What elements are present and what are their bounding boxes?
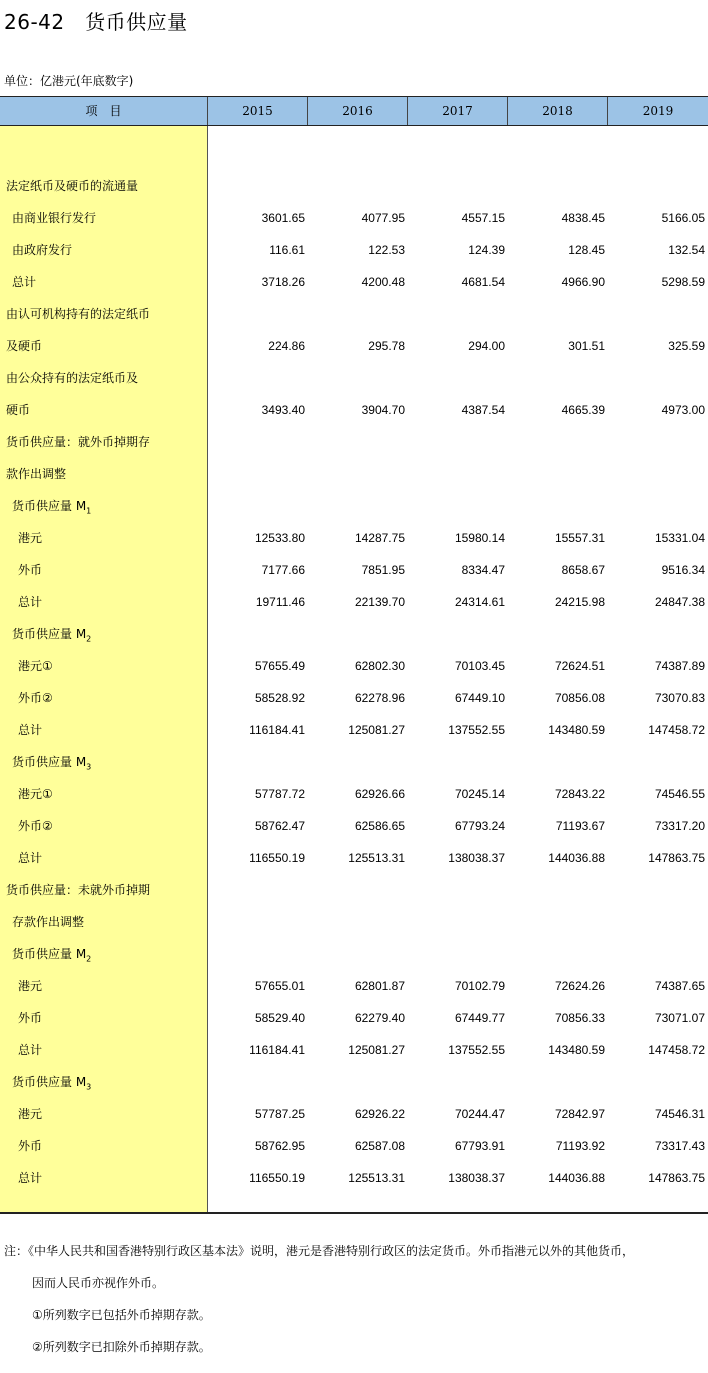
table-cell: 301.51 xyxy=(568,339,605,353)
table-cell: 70244.47 xyxy=(454,1107,505,1121)
table-row xyxy=(0,746,708,778)
row-label xyxy=(18,1002,218,1034)
table-cell: 144036.88 xyxy=(548,1171,605,1185)
table-row xyxy=(0,810,708,842)
row-label-text: 款作出调整 xyxy=(6,467,67,481)
row-label-text: 由公众持有的法定纸币及 xyxy=(6,371,139,385)
table-row xyxy=(0,490,708,522)
row-label xyxy=(12,906,212,938)
header-item: 项 目 xyxy=(85,104,122,118)
table-cell: 128.45 xyxy=(568,243,605,257)
table-cell: 4200.48 xyxy=(361,275,405,289)
table-row xyxy=(0,778,708,810)
table-cell: 143480.59 xyxy=(548,1043,605,1057)
row-label-text: 外币② xyxy=(18,819,53,833)
table-cell: 57787.72 xyxy=(254,787,305,801)
table-cell: 143480.59 xyxy=(548,723,605,737)
row-label-text: 总计 xyxy=(18,1171,43,1185)
row-label-text: 总计 xyxy=(18,851,43,865)
row-label-subscript: 3 xyxy=(86,1082,92,1092)
table-row xyxy=(0,202,708,234)
table-row xyxy=(0,298,708,330)
table-body xyxy=(0,126,708,1214)
table-row xyxy=(0,1066,708,1098)
table-cell: 3493.40 xyxy=(261,403,305,417)
table-cell: 125081.27 xyxy=(348,723,405,737)
table-cell: 58528.92 xyxy=(254,691,305,705)
table-cell: 70856.08 xyxy=(554,691,605,705)
table-cell: 70103.45 xyxy=(454,659,505,673)
table-cell: 147458.72 xyxy=(648,1043,705,1057)
table-cell: 72624.51 xyxy=(554,659,605,673)
row-label-subscript: 1 xyxy=(86,506,92,516)
row-label xyxy=(18,1130,218,1162)
row-label-text: 由政府发行 xyxy=(12,243,73,257)
row-label-subscript: 2 xyxy=(86,634,92,644)
note-line: ②所列数字已扣除外币掉期存款。 xyxy=(32,1340,211,1354)
table-cell: 62279.40 xyxy=(354,1011,405,1025)
row-label-text: 外币② xyxy=(18,691,53,705)
row-label xyxy=(6,458,206,490)
table-cell: 9516.34 xyxy=(661,563,705,577)
table-row xyxy=(0,1162,708,1194)
header-year: 2019 xyxy=(642,104,674,118)
row-label xyxy=(18,778,218,810)
table-row xyxy=(0,170,708,202)
table-cell: 116184.41 xyxy=(249,723,305,737)
table-cell: 125081.27 xyxy=(348,1043,405,1057)
row-label xyxy=(18,810,218,842)
table-cell: 72624.26 xyxy=(554,979,605,993)
column-divider xyxy=(507,97,508,125)
table-cell: 74387.89 xyxy=(654,659,705,673)
table-row xyxy=(0,682,708,714)
row-label-text: 存款作出调整 xyxy=(12,915,85,929)
table-cell: 4387.54 xyxy=(461,403,505,417)
table-cell: 147863.75 xyxy=(648,851,705,865)
row-label-text: 货币供应量：未就外币掉期 xyxy=(6,883,151,897)
row-label xyxy=(18,1034,218,1066)
table-cell: 4681.54 xyxy=(461,275,505,289)
table-row xyxy=(0,1130,708,1162)
table-cell: 58529.40 xyxy=(254,1011,305,1025)
table-cell: 62926.66 xyxy=(354,787,405,801)
row-label xyxy=(6,170,206,202)
table-cell: 73070.83 xyxy=(654,691,705,705)
table-cell: 22139.70 xyxy=(354,595,405,609)
table-cell: 58762.47 xyxy=(254,819,305,833)
row-label-text: 总计 xyxy=(12,275,37,289)
header-year: 2015 xyxy=(242,104,273,118)
table-cell: 125513.31 xyxy=(348,1171,405,1185)
table-row xyxy=(0,842,708,874)
row-label-text: 总计 xyxy=(18,595,43,609)
table-cell: 67449.77 xyxy=(454,1011,505,1025)
table-row xyxy=(0,906,708,938)
row-label-text: 货币供应量 M xyxy=(12,1075,87,1089)
table-row xyxy=(0,1034,708,1066)
table-cell: 74546.55 xyxy=(654,787,705,801)
table-cell: 70245.14 xyxy=(454,787,505,801)
column-divider xyxy=(407,97,408,125)
table-cell: 74546.31 xyxy=(654,1107,705,1121)
row-label xyxy=(18,714,218,746)
table-cell: 147863.75 xyxy=(648,1171,705,1185)
table-cell: 116184.41 xyxy=(249,1043,305,1057)
row-label-text: 港元 xyxy=(18,531,43,545)
table-cell: 74387.65 xyxy=(654,979,705,993)
table-row xyxy=(0,938,708,970)
row-label-text: 港元① xyxy=(18,787,53,801)
table-cell: 71193.92 xyxy=(555,1139,605,1153)
table-cell: 8658.67 xyxy=(561,563,605,577)
table-cell: 24215.98 xyxy=(554,595,605,609)
table-cell: 5298.59 xyxy=(661,275,705,289)
table-cell: 116550.19 xyxy=(249,1171,305,1185)
table-row xyxy=(0,586,708,618)
row-label xyxy=(6,330,206,362)
note-line: ①所列数字已包括外币掉期存款。 xyxy=(32,1308,211,1322)
table-row xyxy=(0,266,708,298)
row-label-text: 总计 xyxy=(18,723,43,737)
table-cell: 70102.79 xyxy=(454,979,505,993)
table-row xyxy=(0,618,708,650)
table-cell: 5166.05 xyxy=(661,211,705,225)
header-year: 2018 xyxy=(542,104,573,118)
table-cell: 295.78 xyxy=(368,339,405,353)
table-cell: 7177.66 xyxy=(261,563,305,577)
table-cell: 325.59 xyxy=(668,339,705,353)
note-line: 注：《中华人民共和国香港特别行政区基本法》说明，港元是香港特别行政区的法定货币。外币指港元以外的其他货币， xyxy=(4,1244,635,1258)
note-line: 因而人民币亦视作外币。 xyxy=(32,1276,165,1290)
table-cell: 124.39 xyxy=(468,243,505,257)
row-label xyxy=(12,234,212,266)
table-cell: 72842.97 xyxy=(554,1107,605,1121)
row-label xyxy=(12,202,212,234)
table-cell: 116550.19 xyxy=(249,851,305,865)
row-label-text: 法定纸币及硬币的流通量 xyxy=(6,179,139,193)
row-label-text: 由商业银行发行 xyxy=(12,211,97,225)
table-row xyxy=(0,426,708,458)
table-cell: 224.86 xyxy=(268,339,305,353)
table-cell: 137552.55 xyxy=(448,723,505,737)
page-title: 26-42 货币供应量 xyxy=(4,10,188,34)
row-label xyxy=(18,586,218,618)
row-label xyxy=(12,266,212,298)
table-cell: 4077.95 xyxy=(361,211,405,225)
table-cell: 138038.37 xyxy=(448,1171,505,1185)
row-label-text: 港元 xyxy=(18,979,43,993)
row-label-text: 港元 xyxy=(18,1107,43,1121)
row-label-text: 货币供应量 M xyxy=(12,627,87,641)
table-row xyxy=(0,394,708,426)
table-cell: 62926.22 xyxy=(354,1107,405,1121)
row-label xyxy=(18,522,218,554)
table-cell: 122.53 xyxy=(368,243,405,257)
table-cell: 62587.08 xyxy=(354,1139,405,1153)
table-cell: 137552.55 xyxy=(448,1043,505,1057)
table-cell: 294.00 xyxy=(468,339,505,353)
row-label-text: 外币 xyxy=(18,1011,43,1025)
row-label xyxy=(18,682,218,714)
table-row xyxy=(0,362,708,394)
table-cell: 24314.61 xyxy=(454,595,505,609)
row-label-text: 硬币 xyxy=(6,403,31,417)
row-label xyxy=(6,362,206,394)
table-row xyxy=(0,970,708,1002)
table-cell: 3601.65 xyxy=(261,211,305,225)
table-cell: 15557.31 xyxy=(554,531,605,545)
table-cell: 132.54 xyxy=(668,243,705,257)
table-row xyxy=(0,330,708,362)
table-cell: 4966.90 xyxy=(561,275,605,289)
table-cell: 3718.26 xyxy=(261,275,305,289)
row-label xyxy=(18,842,218,874)
table-cell: 58762.95 xyxy=(254,1139,305,1153)
row-label xyxy=(18,650,218,682)
table-row xyxy=(0,1002,708,1034)
row-label-text: 及硬币 xyxy=(6,339,43,353)
table-cell: 57655.49 xyxy=(254,659,305,673)
table-cell: 62802.30 xyxy=(354,659,405,673)
table-cell: 62278.96 xyxy=(354,691,405,705)
row-label-text: 总计 xyxy=(18,1043,43,1057)
table-cell: 72843.22 xyxy=(554,787,605,801)
table-row xyxy=(0,458,708,490)
table-cell: 57655.01 xyxy=(254,979,305,993)
data-table xyxy=(0,96,708,1214)
row-label xyxy=(18,970,218,1002)
table-cell: 147458.72 xyxy=(648,723,705,737)
table-cell: 62586.65 xyxy=(354,819,405,833)
row-label xyxy=(6,298,206,330)
table-cell: 12533.80 xyxy=(254,531,305,545)
row-label xyxy=(6,426,206,458)
table-header xyxy=(0,96,708,126)
row-label-text: 货币供应量 M xyxy=(12,499,87,513)
row-label-text: 港元① xyxy=(18,659,53,673)
table-cell: 67793.24 xyxy=(454,819,505,833)
table-cell: 4557.15 xyxy=(461,211,505,225)
unit-label: 单位：亿港元(年底数字) xyxy=(4,74,134,88)
table-cell: 144036.88 xyxy=(548,851,605,865)
table-row xyxy=(0,714,708,746)
table-cell: 3904.70 xyxy=(361,403,405,417)
table-cell: 73071.07 xyxy=(654,1011,705,1025)
row-label-text: 由认可机构持有的法定纸币 xyxy=(6,307,151,321)
row-label-subscript: 2 xyxy=(86,954,92,964)
table-cell: 116.61 xyxy=(269,243,305,257)
header-year: 2016 xyxy=(342,104,373,118)
table-cell: 7851.95 xyxy=(361,563,405,577)
row-label xyxy=(18,1162,218,1194)
table-cell: 19711.46 xyxy=(255,595,305,609)
table-cell: 67449.10 xyxy=(454,691,505,705)
table-row xyxy=(0,234,708,266)
table-cell: 15980.14 xyxy=(454,531,505,545)
row-label-text: 货币供应量 M xyxy=(12,947,87,961)
table-cell: 15331.04 xyxy=(654,531,705,545)
table-cell: 73317.20 xyxy=(654,819,705,833)
table-row xyxy=(0,1098,708,1130)
table-row xyxy=(0,522,708,554)
table-cell: 70856.33 xyxy=(554,1011,605,1025)
row-label-text: 货币供应量：就外币掉期存 xyxy=(6,435,151,449)
table-cell: 62801.87 xyxy=(354,979,405,993)
table-cell: 4973.00 xyxy=(661,403,705,417)
table-row xyxy=(0,650,708,682)
table-cell: 71193.67 xyxy=(555,819,605,833)
table-cell: 8334.47 xyxy=(461,563,505,577)
row-label-text: 外币 xyxy=(18,563,43,577)
row-label-text: 货币供应量 M xyxy=(12,755,87,769)
row-label xyxy=(6,874,206,906)
column-divider xyxy=(307,97,308,125)
column-divider xyxy=(607,97,608,125)
row-label xyxy=(6,394,206,426)
table-cell: 14287.75 xyxy=(354,531,405,545)
table-cell: 57787.25 xyxy=(254,1107,305,1121)
row-label xyxy=(18,1098,218,1130)
table-cell: 138038.37 xyxy=(448,851,505,865)
table-cell: 24847.38 xyxy=(654,595,705,609)
table-cell: 125513.31 xyxy=(348,851,405,865)
row-label-text: 外币 xyxy=(18,1139,43,1153)
table-row xyxy=(0,874,708,906)
header-year: 2017 xyxy=(442,104,473,118)
table-row xyxy=(0,554,708,586)
row-label xyxy=(18,554,218,586)
column-divider xyxy=(207,97,208,125)
row-label-subscript: 3 xyxy=(86,762,92,772)
table-cell: 4665.39 xyxy=(561,403,605,417)
table-cell: 73317.43 xyxy=(654,1139,705,1153)
table-cell: 4838.45 xyxy=(561,211,605,225)
table-cell: 67793.91 xyxy=(454,1139,505,1153)
